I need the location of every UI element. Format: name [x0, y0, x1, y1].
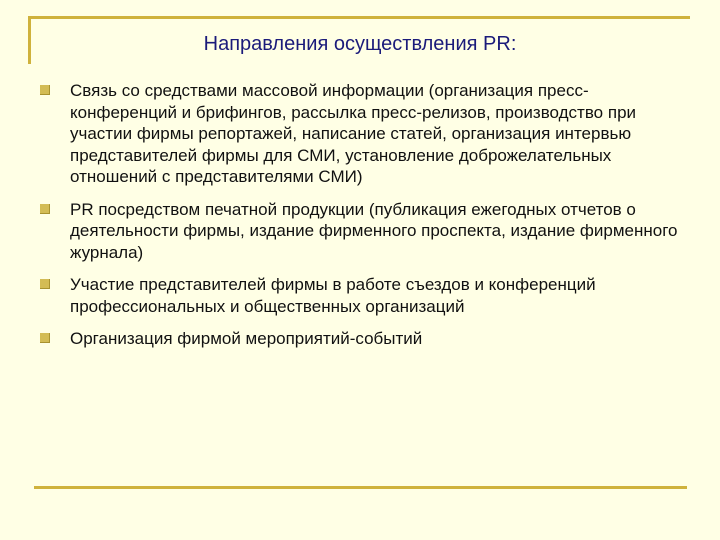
bottom-rule	[34, 486, 687, 489]
square-bullet-icon	[40, 85, 50, 95]
list-item	[40, 274, 680, 317]
square-bullet-icon	[40, 279, 50, 289]
title-top-rule	[28, 16, 690, 19]
slide-title	[0, 30, 720, 58]
bullet-text: Организация фирмой мероприятий-событий	[70, 329, 423, 348]
list-item	[40, 199, 680, 264]
bullet-list	[40, 80, 680, 361]
square-bullet-icon	[40, 204, 50, 214]
bullet-text: Участие представителей фирмы в работе съездов и конференций профессиональных и общественных организаций	[70, 275, 596, 316]
list-item	[40, 80, 680, 188]
square-bullet-icon	[40, 333, 50, 343]
bullet-text: PR посредством печатной продукции (публикация ежегодных отчетов о деятельности фирмы, издание фирменного проспекта, издание фирменного журнала)	[70, 199, 678, 262]
bullet-text: Связь со средствами массовой информации (организация пресс-конференций и брифингов, рассылка пресс-релизов, производство при участии фирмы репортажей, написание статей, организация интервью представителей фирмы для СМИ, установление доброжелательных отношений с представителями СМИ)	[70, 81, 637, 186]
slide-title-text: Направления осуществления PR:	[203, 33, 517, 55]
list-item	[40, 328, 680, 350]
